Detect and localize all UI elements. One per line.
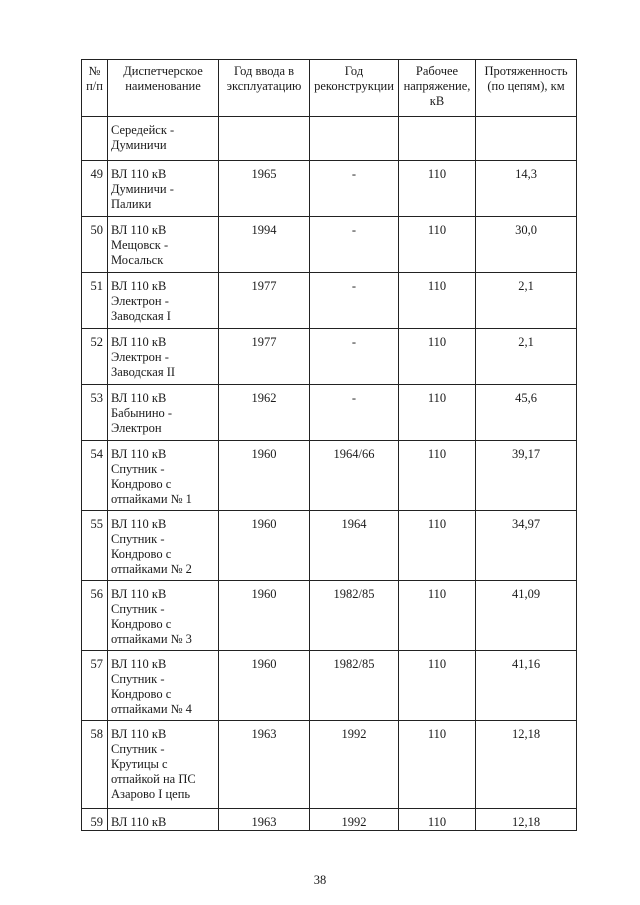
table-row [82, 809, 577, 831]
line-name-cell: ВЛ 110 кВ Спутник - Кондрово с отпайками № 1 [108, 441, 219, 511]
reconstruction-year-cell: - [310, 329, 399, 385]
length-cell: 12,18 [476, 721, 577, 809]
row-index-cell [82, 117, 108, 161]
header-cell-commissioning-year: Год ввода в эксплуатацию [219, 60, 310, 117]
page-number: 38 [313, 873, 327, 887]
table-row [82, 721, 577, 809]
reconstruction-year-cell: - [310, 161, 399, 217]
voltage-cell: 110 [399, 217, 476, 273]
row-index-cell: 53 [82, 385, 108, 441]
header-cell-voltage: Рабочее напряжение, кВ [399, 60, 476, 117]
commissioning-year-cell: 1960 [219, 581, 310, 651]
line-name-cell: ВЛ 110 кВ Спутник - Крутицы с отпайкой на ПС Азарово I цепь [108, 721, 219, 809]
length-cell: 41,09 [476, 581, 577, 651]
header-cell-index: № п/п [82, 60, 108, 117]
row-index-cell: 55 [82, 511, 108, 581]
table-row [82, 581, 577, 651]
commissioning-year-cell: 1960 [219, 651, 310, 721]
table-row [82, 385, 577, 441]
row-index-cell: 59 [82, 809, 108, 831]
table-row [82, 651, 577, 721]
voltage-cell: 110 [399, 385, 476, 441]
row-index-cell: 51 [82, 273, 108, 329]
table-row [82, 161, 577, 217]
voltage-cell [399, 117, 476, 161]
line-name-cell: ВЛ 110 кВ Электрон - Заводская I [108, 273, 219, 329]
line-name-cell: ВЛ 110 кВ Мещовск - Мосальск [108, 217, 219, 273]
row-index-cell: 56 [82, 581, 108, 651]
length-cell: 39,17 [476, 441, 577, 511]
voltage-cell: 110 [399, 161, 476, 217]
commissioning-year-cell: 1963 [219, 721, 310, 809]
commissioning-year-cell: 1962 [219, 385, 310, 441]
commissioning-year-cell: 1960 [219, 511, 310, 581]
voltage-cell: 110 [399, 721, 476, 809]
commissioning-year-cell: 1960 [219, 441, 310, 511]
length-cell: 30,0 [476, 217, 577, 273]
length-cell: 41,16 [476, 651, 577, 721]
reconstruction-year-cell: 1964/66 [310, 441, 399, 511]
voltage-cell: 110 [399, 809, 476, 831]
reconstruction-year-cell [310, 117, 399, 161]
length-cell [476, 117, 577, 161]
reconstruction-year-cell: - [310, 273, 399, 329]
voltage-cell: 110 [399, 329, 476, 385]
length-cell: 2,1 [476, 329, 577, 385]
table-row [82, 441, 577, 511]
commissioning-year-cell: 1977 [219, 273, 310, 329]
row-index-cell: 50 [82, 217, 108, 273]
reconstruction-year-cell: 1982/85 [310, 651, 399, 721]
length-cell: 14,3 [476, 161, 577, 217]
length-cell: 12,18 [476, 809, 577, 831]
line-name-cell: ВЛ 110 кВ Спутник - Кондрово с отпайками № 3 [108, 581, 219, 651]
line-name-cell: ВЛ 110 кВ Спутник - Кондрово с отпайками № 4 [108, 651, 219, 721]
commissioning-year-cell: 1963 [219, 809, 310, 831]
voltage-cell: 110 [399, 441, 476, 511]
voltage-cell: 110 [399, 511, 476, 581]
line-name-cell: ВЛ 110 кВ Электрон - Заводская II [108, 329, 219, 385]
line-name-cell: ВЛ 110 кВ Думиничи - Палики [108, 161, 219, 217]
table-header-row [82, 60, 577, 117]
header-cell-length: Протяженность (по цепям), км [476, 60, 577, 117]
table-row [82, 511, 577, 581]
row-index-cell: 58 [82, 721, 108, 809]
commissioning-year-cell: 1994 [219, 217, 310, 273]
row-index-cell: 54 [82, 441, 108, 511]
line-name-cell: ВЛ 110 кВ Бабынино - Электрон [108, 385, 219, 441]
table-row [82, 217, 577, 273]
length-cell: 45,6 [476, 385, 577, 441]
table-row [82, 329, 577, 385]
row-index-cell: 49 [82, 161, 108, 217]
length-cell: 2,1 [476, 273, 577, 329]
line-name-cell: ВЛ 110 кВ [108, 809, 219, 831]
table-row [82, 273, 577, 329]
header-cell-name: Диспетчерское наименование [108, 60, 219, 117]
line-name-cell: ВЛ 110 кВ Спутник - Кондрово с отпайками № 2 [108, 511, 219, 581]
reconstruction-year-cell: 1982/85 [310, 581, 399, 651]
commissioning-year-cell [219, 117, 310, 161]
reconstruction-year-cell: 1992 [310, 721, 399, 809]
reconstruction-year-cell: 1964 [310, 511, 399, 581]
reconstruction-year-cell: - [310, 385, 399, 441]
row-index-cell: 57 [82, 651, 108, 721]
reconstruction-year-cell: 1992 [310, 809, 399, 831]
row-index-cell: 52 [82, 329, 108, 385]
commissioning-year-cell: 1977 [219, 329, 310, 385]
commissioning-year-cell: 1965 [219, 161, 310, 217]
transmission-lines-table [81, 59, 577, 831]
table-row [82, 117, 577, 161]
reconstruction-year-cell: - [310, 217, 399, 273]
line-name-cell: Середейск - Думиничи [108, 117, 219, 161]
header-cell-reconstruction-year: Год реконструкции [310, 60, 399, 117]
voltage-cell: 110 [399, 273, 476, 329]
voltage-cell: 110 [399, 581, 476, 651]
voltage-cell: 110 [399, 651, 476, 721]
length-cell: 34,97 [476, 511, 577, 581]
